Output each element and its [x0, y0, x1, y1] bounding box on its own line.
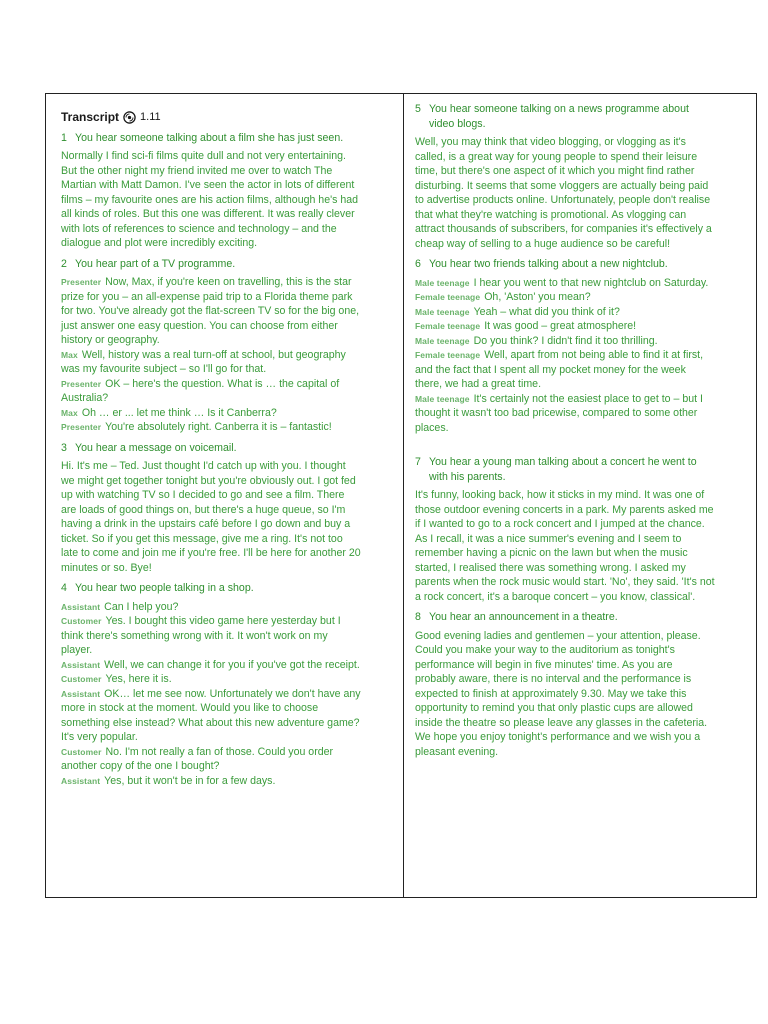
section-heading-text: You hear a young man talking about a concert he went to with his parents. — [429, 456, 697, 483]
track-number: 1.11 — [140, 111, 161, 123]
dialogue-text: Well, apart from not being able to find it at first, and the fact that I spent all my pocket money for the week there, we had a great time. — [415, 349, 704, 390]
dialogue-text: It's certainly not the easiest place to get to – but I thought it wasn't too bad pricewise, compared to some other places. — [415, 392, 703, 434]
section-heading-text: You hear two people talking in a shop. — [75, 582, 254, 594]
dialogue-line — [415, 334, 715, 349]
transcript-paragraph: Normally I find sci-fi films quite dull and not very entertaining. But the other night my friend invited me over to watch The Martian with Matt Damon. I've seen the actor in lots of different films – my favourite ones are his action films, although he's had all kinds of roles. But this one was different. It was really clever with lots of references to science and technology – and the dialogue and plot were incredibly exciting. — [61, 150, 359, 249]
speaker-label: Assistant — [61, 775, 101, 786]
dialogue-text: Oh, 'Aston' you mean? — [484, 291, 591, 303]
transcript-header — [61, 110, 361, 125]
section-number: 8 — [415, 611, 421, 623]
speaker-label: Customer — [61, 674, 102, 684]
dialogue-text: Yes. I bought this video game here yesterday but I think there's something wrong with it. It won't work on my player. — [61, 615, 341, 656]
section-number: 3 — [61, 441, 67, 454]
transcript-section — [415, 102, 715, 251]
transcript-section — [415, 610, 715, 759]
section-number: 4 — [61, 582, 67, 594]
section-heading — [415, 610, 715, 625]
section-heading — [415, 102, 715, 131]
dialogue-line — [61, 745, 361, 774]
section-number: 7 — [415, 456, 421, 468]
transcript-section — [415, 435, 715, 604]
dialogue-line — [61, 658, 361, 673]
dialogue-text: Well, history was a real turn-off at school, but geography was my favourite subject – so I'll go for that. — [61, 348, 346, 375]
section-heading — [415, 455, 715, 484]
dialogue-line — [415, 290, 715, 305]
dialogue-text: Oh … er ... let me think … Is it Canberra? — [81, 406, 277, 419]
section-heading-text: You hear a message on voicemail. — [75, 441, 237, 454]
column-divider — [403, 93, 404, 898]
dialogue-line — [61, 672, 361, 687]
speaker-label: Female teenage — [415, 321, 481, 331]
section-heading — [61, 441, 361, 456]
audio-disc-icon — [123, 111, 136, 124]
speaker-label: Assistant — [61, 688, 101, 699]
transcript-section — [61, 441, 361, 576]
dialogue-line — [61, 600, 361, 615]
dialogue-text: No. I'm not really a fan of those. Could you order another copy of the one I bought? — [61, 745, 334, 772]
dialogue-line — [415, 276, 715, 291]
dialogue-text: Yes, but it won't be in for a few days. — [104, 774, 276, 787]
section-number: 5 — [415, 103, 421, 115]
dialogue-line — [415, 305, 715, 320]
dialogue-text: Now, Max, if you're keen on travelling, this is the star prize for you – an all-expense paid trip to a Florida theme park for two. You've already got the flat-screen TV so for the big one, just answer one easy question. You can choose from either history or geography. — [61, 276, 360, 346]
dialogue-line — [61, 687, 361, 745]
section-heading-text: You hear part of a TV programme. — [75, 257, 236, 270]
dialogue-line — [415, 319, 715, 334]
dialogue-text: Well, we can change it for you if you've got the receipt. — [104, 658, 360, 671]
speaker-label: Male teenage — [415, 277, 470, 288]
right-column — [415, 96, 715, 763]
dialogue-line — [415, 392, 715, 436]
transcript-section — [61, 131, 361, 251]
speaker-label: Female teenage — [415, 292, 481, 302]
transcript-section — [61, 257, 361, 435]
section-heading-text: You hear someone talking about a film she has just seen. — [75, 131, 344, 144]
dialogue-line — [61, 348, 361, 377]
dialogue-text: You're absolutely right. Canberra it is – fantastic! — [105, 421, 332, 433]
transcript-title: Transcript — [61, 110, 120, 124]
speaker-label: Presenter — [61, 378, 102, 389]
transcript-paragraph: It's funny, looking back, how it sticks in my mind. It was one of those outdoor evening concerts in a park. My parents asked me if I wanted to go to a rock concert and I jumped at the chance. As I recall, it was a nice summer's evening and I seem to remember having a picnic on the lawn but when the music started, I realised there was something wrong. I asked my parents when the rock music would start. 'No', they said. 'It's not a rock concert, it's a baroque concert – you know, classical'. — [415, 489, 715, 603]
dialogue-text: OK – here's the question. What is … the capital of Australia? — [61, 377, 340, 404]
speaker-label: Max — [61, 407, 78, 418]
dialogue-text: Can I help you? — [104, 600, 179, 613]
transcript-paragraph: Good evening ladies and gentlemen – your attention, please. Could you make your way to the auditorium as tonight's performance will begin in five minutes' time. As you are probably aware, there is no interval and the performance is expected to finish at approximately 9.30. May we take this opportunity to remind you that only plastic cups are allowed inside the theatre so please leave any glasses in the cafeteria. We hope you enjoy tonight's performance and we wish you a pleasant evening. — [415, 629, 708, 758]
dialogue-text: Yeah – what did you think of it? — [473, 305, 620, 318]
section-heading-text: You hear an announcement in a theatre. — [429, 611, 618, 623]
dialogue-text: Yes, here it is. — [105, 673, 172, 685]
transcript-paragraph: Hi. It's me – Ted. Just thought I'd catch up with you. I thought we might get together tonight but you're obviously out. I got fed up with watching TV so I decided to go and see a film. There are loads of good things on, but there's a huge queue, so I'm having a drink in the upstairs café before I go down and buy a ticket. So if you get this message, give me a ring. It's not too late to come and join me if you're free. I'll be here for another 20 minutes or so. Bye! — [61, 460, 361, 574]
section-number: 6 — [415, 258, 421, 270]
speaker-label: Presenter — [61, 277, 102, 287]
speaker-label: Customer — [61, 746, 102, 757]
dialogue-text: I hear you went to that new nightclub on Saturday. — [473, 276, 709, 289]
transcript-paragraph: Well, you may think that video blogging, or vlogging as it's called, is a great way for young people to spend their leisure time, but there's one aspect of it which you might find rather disturbing. It seems that some vloggers are actually being paid to advertise products online. Unfortunately, people don't realise that what they're watching is promotional. As vlogging can attract thousands of subscribers, for companies it's effectively a cheap way of selling to a huge audience so be careful! — [415, 136, 712, 250]
speaker-label: Assistant — [61, 659, 101, 670]
transcript-section — [415, 257, 715, 435]
section-heading — [61, 257, 361, 272]
dialogue-line — [61, 377, 361, 406]
speaker-label: Male teenage — [415, 306, 470, 317]
dialogue-text: Do you think? I didn't find it too thrilling. — [473, 334, 658, 347]
dialogue-text: OK… let me see now. Unfortunately we don't have any more in stock at the moment. Would you like to choose something else instead? What about this new adventure game? It's very popular. — [61, 687, 361, 743]
speaker-label: Customer — [61, 616, 102, 626]
dialogue-line — [61, 774, 361, 789]
speaker-label: Assistant — [61, 601, 101, 612]
speaker-label: Male teenage — [415, 335, 470, 346]
section-spacer — [415, 435, 715, 449]
dialogue-line — [61, 275, 361, 348]
speaker-label: Male teenage — [415, 393, 470, 404]
transcript-section — [61, 581, 361, 788]
section-heading-text: You hear someone talking on a news programme about video blogs. — [429, 103, 689, 130]
section-heading — [61, 131, 361, 146]
dialogue-line — [61, 406, 361, 421]
dialogue-line — [61, 614, 361, 658]
left-column — [61, 110, 361, 788]
section-heading-text: You hear two friends talking about a new nightclub. — [429, 258, 668, 270]
section-number: 1 — [61, 131, 67, 144]
speaker-label: Presenter — [61, 422, 102, 432]
dialogue-line — [61, 420, 361, 435]
speaker-label: Max — [61, 349, 78, 360]
section-number: 2 — [61, 257, 67, 270]
right-sections — [415, 102, 715, 759]
section-heading — [415, 257, 715, 272]
speaker-label: Female teenage — [415, 350, 481, 360]
section-heading — [61, 581, 361, 596]
dialogue-line — [415, 348, 715, 392]
left-sections — [61, 131, 361, 789]
dialogue-text: It was good – great atmosphere! — [484, 320, 637, 332]
